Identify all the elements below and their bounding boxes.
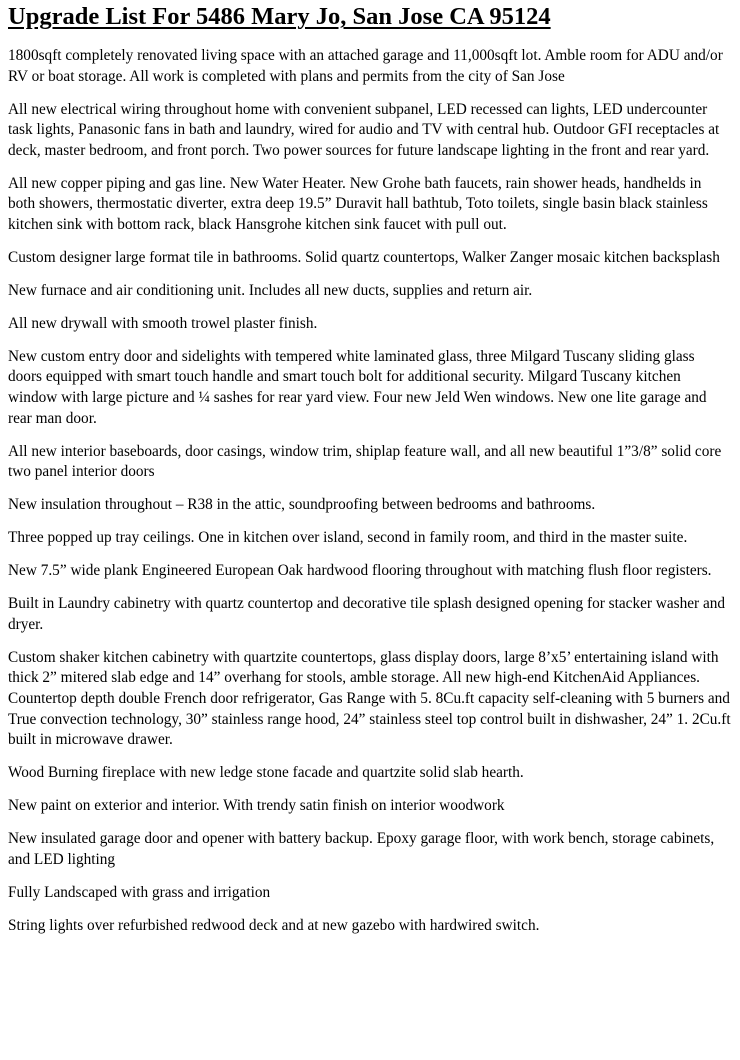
paragraph-doors-windows: New custom entry door and sidelights with tempered white laminated glass, three Milgard Tuscany sliding glass doors equipped with smart touch handle and smart touch bolt for additional security. Milgard Tuscany kitchen window with large picture and ¼ sashes for rear yard view. Four new Jeld Wen windows. New one lite garage and rear man door. bbox=[8, 347, 707, 427]
paragraph-landscaping: Fully Landscaped with grass and irrigation bbox=[8, 883, 271, 901]
paragraph-ceilings: Three popped up tray ceilings. One in kitchen over island, second in family room, and third in the master suite. bbox=[8, 529, 688, 547]
paragraph-deck-lights: String lights over refurbished redwood deck and at new gazebo with hardwired switch. bbox=[8, 916, 540, 934]
paragraph-trim: All new interior baseboards, door casings, window trim, shiplap feature wall, and all new beautiful 1”3/8” solid core two panel interior doors bbox=[8, 442, 722, 481]
paragraph-fireplace: Wood Burning fireplace with new ledge stone facade and quartzite solid slab hearth. bbox=[8, 764, 524, 782]
paragraph-flooring: New 7.5” wide plank Engineered European Oak hardwood flooring throughout with matching flush floor registers. bbox=[8, 562, 712, 580]
paragraph-laundry: Built in Laundry cabinetry with quartz countertop and decorative tile splash designed opening for stacker washer and dryer. bbox=[8, 595, 726, 633]
upgrade-list bbox=[8, 46, 732, 936]
paragraph-overview: 1800sqft completely renovated living space with an attached garage and 11,000sqft lot. Amble room for ADU and/or RV or boat storage. All work is completed with plans and permits from the city of San Jose bbox=[8, 47, 723, 85]
document-title: Upgrade List For 5486 Mary Jo, San Jose CA 95124 bbox=[8, 3, 551, 30]
paragraph-kitchen: Custom shaker kitchen cabinetry with quartzite countertops, glass display doors, large 8’x5’ entertaining island with thick 2” mitered slab edge and 14” overhang for stools, amble storage. All new high-end KitchenAid Appliances. Countertop depth double French door refrigerator, Gas Range with 5. 8Cu.ft capacity self-cleaning with 5 burners and True convection technology, 30” stainless range hood, 24” stainless steel top control built in dishwasher, 24” 1. 2Cu.ft built in microwave drawer. bbox=[8, 648, 731, 749]
paragraph-drywall: All new drywall with smooth trowel plaster finish. bbox=[8, 314, 318, 332]
paragraph-plumbing: All new copper piping and gas line. New Water Heater. New Grohe bath faucets, rain shower heads, handhelds in both showers, thermostatic diverter, extra deep 19.5” Duravit hall bathtub, Toto toilets, single basin black stainless kitchen sink with bottom rack, black Hansgrohe kitchen sink faucet with pull out. bbox=[8, 174, 708, 233]
paragraph-insulation: New insulation throughout – R38 in the attic, soundproofing between bedrooms and bathrooms. bbox=[8, 496, 596, 514]
paragraph-garage: New insulated garage door and opener with battery backup. Epoxy garage floor, with work bench, storage cabinets, and LED lighting bbox=[8, 830, 715, 868]
paragraph-electrical: All new electrical wiring throughout home with convenient subpanel, LED recessed can lights, LED undercounter task lights, Panasonic fans in bath and laundry, wired for audio and TV with central hub. Outdoor GFI receptacles at deck, master bedroom, and front porch. Two power sources for future landscape lighting in the front and rear yard. bbox=[8, 100, 720, 159]
paragraph-hvac: New furnace and air conditioning unit. Includes all new ducts, supplies and return air. bbox=[8, 281, 533, 299]
paragraph-tile: Custom designer large format tile in bathrooms. Solid quartz countertops, Walker Zanger mosaic kitchen backsplash bbox=[8, 248, 720, 266]
paragraph-paint: New paint on exterior and interior. With trendy satin finish on interior woodwork bbox=[8, 797, 505, 815]
